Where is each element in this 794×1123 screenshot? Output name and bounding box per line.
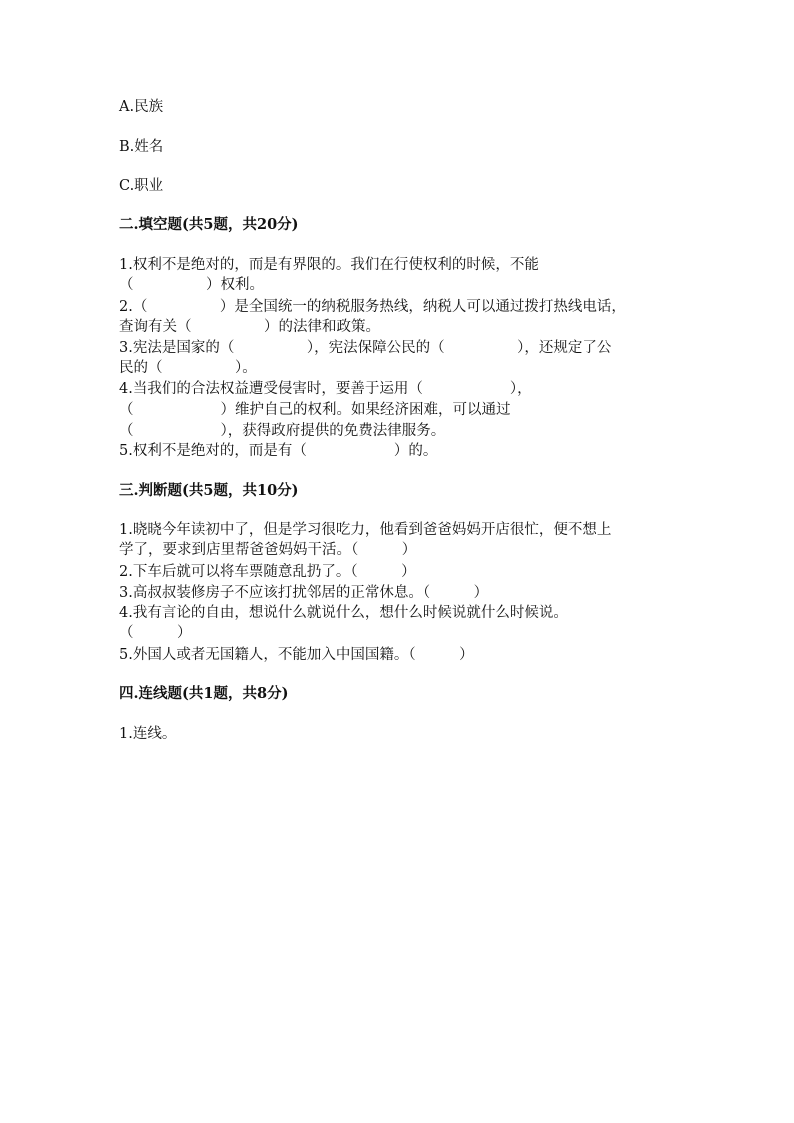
option-c: C.职业 [119, 178, 164, 194]
question-line: 民的（ ）。 [119, 360, 257, 376]
question-line: 1.连线。 [119, 726, 177, 742]
question-line: （ ）维护自己的权利。如果经济困难，可以通过 [119, 402, 511, 418]
option-a: A.民族 [119, 99, 164, 115]
question-line: 5.权利不是绝对的，而是有（ ）的。 [119, 443, 438, 459]
question-line: （ ）权利。 [119, 277, 264, 293]
question-line: 4.我有言论的自由，想说什么就说什么，想什么时候说就什么时候说。 [119, 605, 568, 621]
question-line: 2.下车后就可以将车票随意乱扔了。（ ） [119, 564, 416, 580]
question-line: 学了，要求到店里帮爸爸妈妈干活。（ ） [119, 542, 417, 558]
question-line: 查询有关（ ）的法律和政策。 [119, 319, 380, 335]
option-b: B.姓名 [119, 139, 164, 155]
question-line: 3.宪法是国家的（ ），宪法保障公民的（ ），还规定了公 [119, 340, 612, 356]
question-line: （ ），获得政府提供的免费法律服务。 [119, 423, 446, 439]
question-line: 3.高叔叔装修房子不应该打扰邻居的正常休息。（ ） [119, 585, 489, 601]
question-line: （ ） [119, 625, 192, 641]
section-title-matching: 四.连线题(共1题，共8分) [119, 685, 289, 702]
question-line: 5.外国人或者无国籍人，不能加入中国国籍。（ ） [119, 647, 474, 663]
question-line: 4.当我们的合法权益遭受侵害时，要善于运用（ ）， [119, 381, 532, 397]
section-title-true-false: 三.判断题(共5题，共10分) [119, 482, 299, 499]
question-line: 2.（ ）是全国统一的纳税服务热线，纳税人可以通过拨打热线电话， [119, 299, 626, 315]
question-line: 1.晓晓今年读初中了，但是学习很吃力，他看到爸爸妈妈开店很忙，便不想上 [119, 522, 612, 538]
section-title-fill-in: 二.填空题(共5题，共20分) [119, 216, 299, 233]
question-line: 1.权利不是绝对的，而是有界限的。我们在行使权利的时候，不能 [119, 257, 539, 273]
